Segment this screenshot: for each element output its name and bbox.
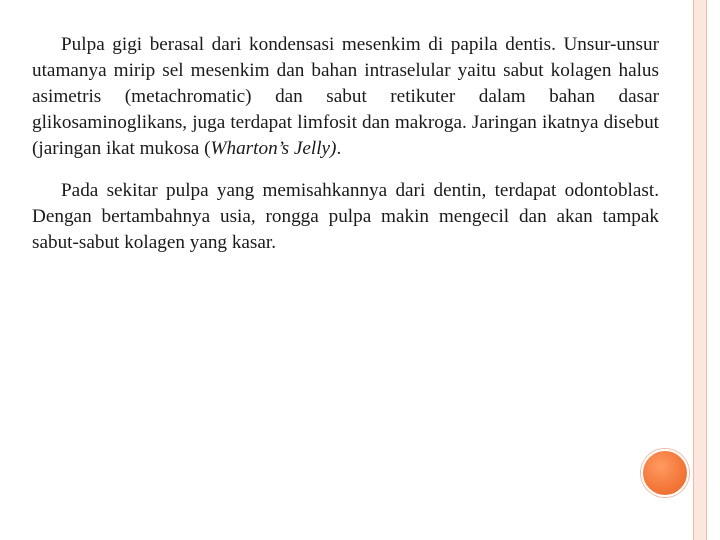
decorative-side-line: [693, 0, 694, 540]
decorative-side-line: [706, 0, 707, 540]
paragraph-italic-term: Wharton’s Jelly): [210, 138, 337, 159]
slide-body: [32, 32, 659, 256]
paragraph-text: Pulpa gigi berasal dari kondensasi mesenkim di papila dentis. Unsur-unsur utamanya mirip sel mesenkim dan bahan intraselular yaitu sabut kolagen halus asimetris (metachromatic) dan sabut retikuter dalam bahan dasar glikosaminoglikans, juga terdapat limfosit dan makroga. Jaringan ikatnya disebut (jaringan ikat mukosa (: [32, 34, 659, 159]
decorative-orange-circle: [641, 449, 689, 497]
paragraph-odontoblast: Pada sekitar pulpa yang memisahkannya dari dentin, terdapat odontoblast. Dengan bertambahnya usia, rongga pulpa makin mengecil dan akan tampak sabut-sabut kolagen yang kasar.: [32, 180, 659, 253]
paragraph-pulpa-origin: [32, 32, 659, 162]
paragraph-end: .: [336, 138, 342, 159]
decorative-side-band: [694, 0, 706, 540]
